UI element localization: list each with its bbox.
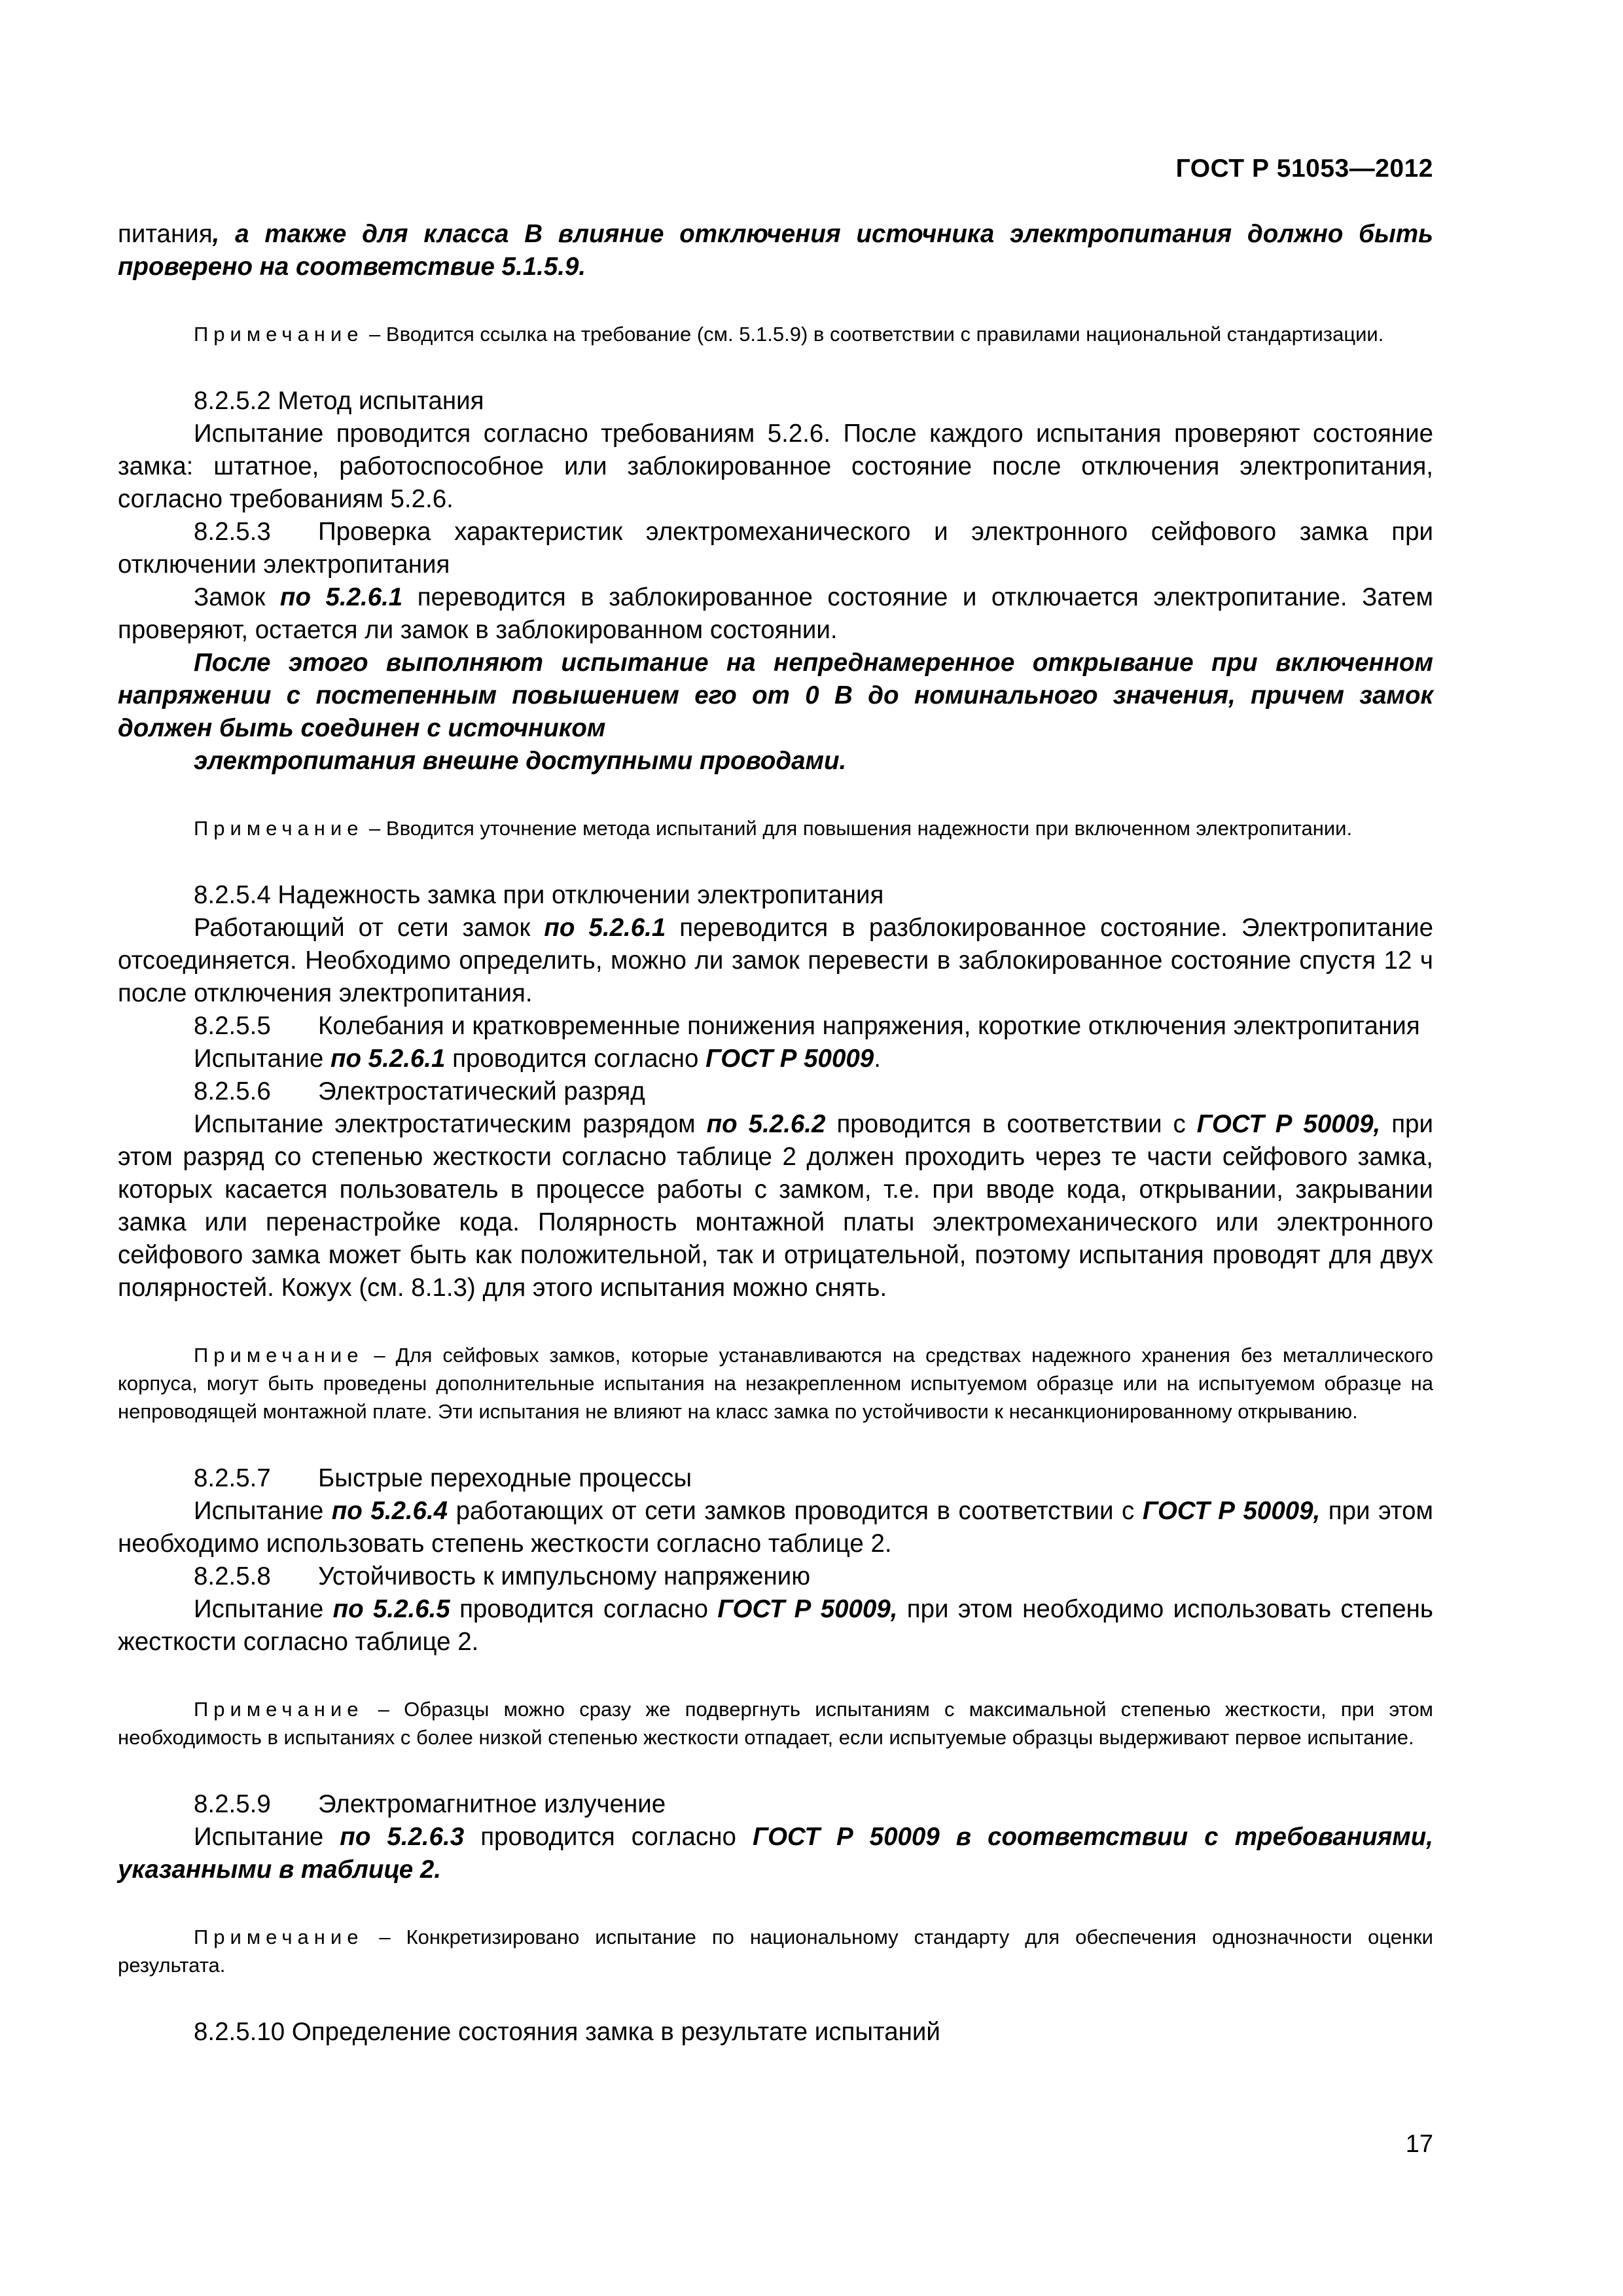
emphasis-text: по 5.2.6.4	[331, 1497, 448, 1525]
section-number: 8.2.5.5	[194, 1012, 271, 1040]
text-span: проводится согласно	[445, 1045, 706, 1073]
emphasis-paragraph: После этого выполняют испытание на непреднамеренное открывание при включенном напряжении с постепенным повышением его от 0 В до номинального значения, причем замок должен быть соединен с источником	[118, 649, 1433, 742]
emphasis-text: по 5.2.6.3	[340, 1823, 465, 1851]
text-span: проводится согласно	[450, 1595, 718, 1623]
text-span: при этом необходимо использовать степень жесткости согласно таблице 2.	[118, 1497, 1433, 1558]
note-5	[118, 1923, 1433, 1979]
paragraph	[118, 1495, 1433, 1560]
section-title: Колебания и кратковременные понижения напряжения, короткие отключения электропитания	[318, 1012, 1420, 1040]
text-span: Испытание	[194, 1045, 330, 1073]
section-number: 8.2.5.6	[194, 1077, 271, 1105]
section-number: 8.2.5.9	[194, 1790, 271, 1818]
paragraph	[118, 1043, 1433, 1075]
text-span: .	[874, 1045, 881, 1073]
paragraph	[118, 1108, 1433, 1304]
section-title: Устойчивость к импульсному напряжению	[318, 1562, 811, 1590]
section-heading-8-2-5-7	[118, 1462, 1433, 1495]
note-text: – Вводится ссылка на требование (см. 5.1.5.9) в соответствии с правилами национальной стандартизации.	[363, 323, 1384, 346]
standard-reference: ГОСТ Р 50009,	[1142, 1497, 1321, 1525]
note-label: Примечание	[194, 1698, 364, 1721]
section-number: 8.2.5.7	[194, 1464, 271, 1492]
note-label: Примечание	[194, 323, 364, 346]
section-heading-8-2-5-2: 8.2.5.2 Метод испытания	[194, 387, 484, 415]
text-span: при этом разряд со степенью жесткости согласно таблице 2 должен проходить через те части сейфового замка, которых касается пользователь в процессе работы с замком, т.е. при вводе кода, открывании, закрывании замка или перенастройке кода. Полярность монтажной платы электромеханического или электронного сейфового замка может быть как положительной, так и отрицательной, поэтому испытания проводят для двух полярностей. Кожух (см. 8.1.3) для этого испытания можно снять.	[118, 1110, 1433, 1302]
paragraph: Испытание проводится согласно требованиям 5.2.6. После каждого испытания проверяют состояние замка: штатное, работоспособное или заблокированное состояние после отключения электропитания, согласно требованиям 5.2.6.	[118, 420, 1433, 513]
text-span: переводится в заблокированное состояние и отключается электропитание. Затем проверяют, остается ли замок в заблокированном состоянии.	[118, 583, 1433, 644]
emphasis-text: по 5.2.6.1	[279, 583, 403, 611]
document-page	[118, 0, 1433, 2296]
section-heading-8-2-5-4: 8.2.5.4 Надежность замка при отключении электропитания	[194, 881, 884, 909]
paragraph-continuation	[118, 218, 1433, 283]
note-text: – Для сейфовых замков, которые устанавливаются на средствах надежного хранения без металлического корпуса, могут быть проведены дополнительные испытания на незакрепленном испытуемом образце или на испытуемом образце на непроводящей монтажной плате. Эти испытания не влияют на класс замка по устойчивости к несанкционированному открыванию.	[118, 1344, 1433, 1423]
section-heading-8-2-5-5	[118, 1010, 1433, 1043]
standard-reference: ГОСТ Р 50009,	[717, 1595, 898, 1623]
paragraph	[118, 1821, 1433, 1886]
paragraph	[118, 1593, 1433, 1659]
document-body	[118, 218, 1433, 2049]
section-heading-8-2-5-9	[118, 1788, 1433, 1821]
text-span: проводится в соответствии с	[825, 1110, 1197, 1138]
text-span: Работающий от сети замок	[194, 914, 544, 942]
note-text: – Образцы можно сразу же подвергнуть испытаниям с максимальной степенью жесткости, при этом необходимость в испытаниях с более низкой степенью жесткости отпадает, если испытуемые образцы выдерживают первое испытание.	[118, 1698, 1433, 1749]
note-label: Примечание	[194, 1344, 364, 1367]
section-title: Быстрые переходные процессы	[318, 1464, 692, 1492]
document-code-header: ГОСТ Р 51053—2012	[1175, 154, 1433, 183]
emphasis-text: по 5.2.6.2	[706, 1110, 826, 1138]
paragraph	[118, 912, 1433, 1010]
note-2	[118, 814, 1433, 842]
section-heading-8-2-5-8	[118, 1560, 1433, 1593]
text-span: Испытание	[194, 1823, 340, 1851]
standard-reference: ГОСТ Р 50009,	[1196, 1110, 1381, 1138]
text-span: проводится согласно	[464, 1823, 753, 1851]
note-1	[118, 320, 1433, 348]
section-title: Проверка характеристик электромеханического и электронного сейфового замка при отключении электропитания	[118, 518, 1433, 579]
text-span: при этом необходимо использовать степень жесткости согласно таблице 2.	[118, 1595, 1433, 1656]
note-text: – Конкретизировано испытание по национальному стандарту для обеспечения однозначности оценки результата.	[118, 1926, 1433, 1977]
emphasis-text: по 5.2.6.1	[544, 914, 666, 942]
page-number: 17	[1405, 2130, 1433, 2158]
section-heading-8-2-5-10: 8.2.5.10 Определение состояния замка в результате испытаний	[194, 2018, 940, 2046]
section-title: Электростатический разряд	[318, 1077, 645, 1105]
emphasis-paragraph-continued: электропитания внешне доступными проводами.	[194, 747, 847, 775]
emphasis-text: , а также для класса В влияние отключения источника электропитания должно быть проверено на соответствие 5.1.5.9.	[118, 220, 1433, 281]
note-label: Примечание	[194, 817, 364, 840]
standard-reference: ГОСТ Р 50009 в соответствии с требованиями, указанными в таблице 2.	[118, 1823, 1433, 1884]
text-span: работающих от сети замков проводится в соответствии с	[448, 1497, 1143, 1525]
text-span: Замок	[194, 583, 280, 611]
emphasis-text: по 5.2.6.5	[332, 1595, 450, 1623]
emphasis-text: по 5.2.6.1	[330, 1045, 446, 1073]
paragraph	[118, 581, 1433, 647]
standard-reference: ГОСТ Р 50009	[705, 1045, 874, 1073]
section-number: 8.2.5.8	[194, 1562, 271, 1590]
text-span: питания	[118, 220, 213, 248]
note-text: – Вводится уточнение метода испытаний для повышения надежности при включенном электропитании.	[363, 817, 1353, 840]
section-heading-8-2-5-6	[118, 1075, 1433, 1108]
text-span: Испытание	[194, 1595, 333, 1623]
text-span: переводится в разблокированное состояние. Электропитание отсоединяется. Необходимо определить, можно ли замок перевести в заблокированное состояние спустя 12 ч после отключения электропитания.	[118, 914, 1433, 1007]
note-label: Примечание	[194, 1926, 364, 1948]
text-span: Испытание	[194, 1497, 332, 1525]
note-3	[118, 1341, 1433, 1426]
section-title: Электромагнитное излучение	[318, 1790, 666, 1818]
note-4	[118, 1695, 1433, 1751]
text-span: Испытание электростатическим разрядом	[194, 1110, 707, 1138]
section-heading-8-2-5-3	[118, 516, 1433, 581]
section-number: 8.2.5.3	[194, 518, 271, 546]
